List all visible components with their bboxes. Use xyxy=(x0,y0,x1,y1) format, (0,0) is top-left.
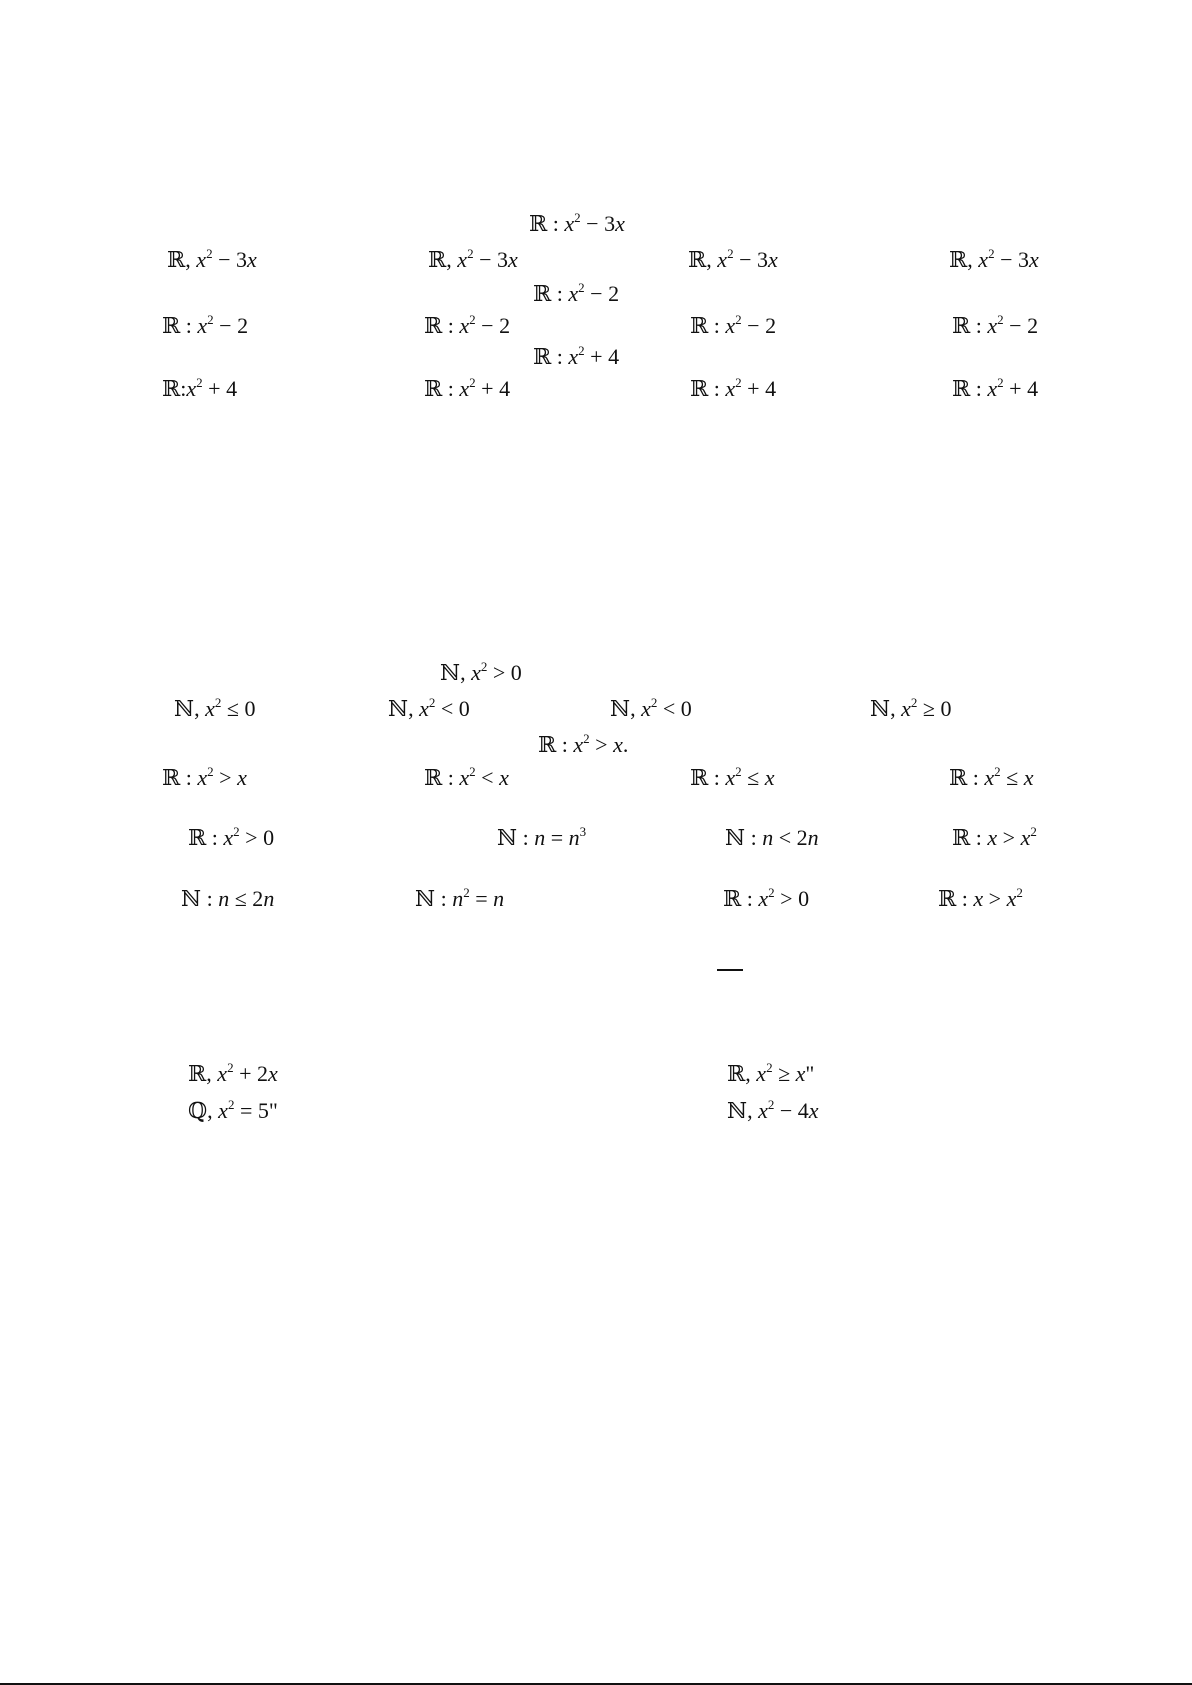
expr-s2-r3-c3: ℕ : n < 2n xyxy=(725,825,819,850)
expr-s1-r1-c1: ℝ, $x^2 - 3x$ xyxy=(167,246,257,272)
expr-s2-r2-c4: ℝ : $x^2 \le x$ xyxy=(949,764,1034,790)
expr-s1-r3-c2: ℝ : $x^2 + 4$ xyxy=(424,375,511,401)
expr-s2-r1-c2: ℕ, $x^2 < 0$ xyxy=(388,695,470,721)
expr-s3-right-2: ℕ, $x^2 - 4x$ xyxy=(727,1097,819,1123)
expr-s1-header-3: ℝ : $x^2 + 4$ xyxy=(533,343,620,369)
expr-s3-right-1: ℝ, $x^2 \ge x$" xyxy=(727,1060,815,1086)
expr-s1-r3-c4: ℝ : $x^2 + 4$ xyxy=(952,375,1039,401)
expr-s2-r4-c4: ℝ : $x > x^2$ xyxy=(938,885,1023,911)
expr-s1-header-2: ℝ : $x^2 - 2$ xyxy=(533,280,620,306)
expr-s2-r3-c4: ℝ : $x > x^2$ xyxy=(952,824,1037,850)
expr-s3-left-1: ℝ, $x^2 + 2x$ xyxy=(188,1060,278,1086)
expr-s1-r2-c2: ℝ : $x^2 - 2$ xyxy=(424,312,511,338)
expr-s2-r2-c3: ℝ : $x^2 \le x$ xyxy=(690,764,775,790)
expr-s3-left-2: ℚ, $x^2 = 5$" xyxy=(188,1097,278,1123)
expr-s1-r2-c3: ℝ : $x^2 - 2$ xyxy=(690,312,777,338)
expr-s1-r3-c1: $ℝ:x^2 + 4$ xyxy=(162,375,238,401)
expr-s2-r1-c3: ℕ, $x^2 < 0$ xyxy=(610,695,692,721)
expr-s1-r1-c3: ℝ, $x^2 - 3x$ xyxy=(688,246,778,272)
expr-s2-header-1: ℕ, $x^2 > 0$ xyxy=(440,659,522,685)
expr-s1-r1-c4: ℝ, $x^2 - 3x$ xyxy=(949,246,1039,272)
expr-s1-r3-c3: ℝ : $x^2 + 4$ xyxy=(690,375,777,401)
expr-s1-header-1: ℝ : $x^2 - 3x$ xyxy=(529,210,625,236)
expr-s1-r2-c1: ℝ : $x^2 - 2$ xyxy=(162,312,249,338)
expr-s2-r4-c3: ℝ : $x^2 > 0$ xyxy=(723,885,810,911)
expr-s2-r1-c1: ℕ, $x^2 \le 0$ xyxy=(174,695,256,721)
expr-s2-r3-c1: ℝ : $x^2 > 0$ xyxy=(188,824,275,850)
expr-s2-r2-c1: ℝ : $x^2 > x$ xyxy=(162,764,247,790)
expr-s1-r1-c2: ℝ, $x^2 - 3x$ xyxy=(428,246,518,272)
expr-s2-r4-c2: ℕ : $n^2 = n$ xyxy=(415,885,505,911)
expr-s2-r1-c4: ℕ, $x^2 \ge 0$ xyxy=(870,695,952,721)
expr-s2-r2-c2: ℝ : $x^2 < x$ xyxy=(424,764,509,790)
expr-s2-r3-c2: ℕ : $n = n^3$ xyxy=(497,824,587,850)
dash-rule xyxy=(717,969,743,971)
expr-s1-r2-c4: ℝ : $x^2 - 2$ xyxy=(952,312,1039,338)
expr-s2-header-2: ℝ : $x^2 > x$. xyxy=(538,731,629,757)
expr-s2-r4-c1: ℕ : n ≤ 2n xyxy=(181,886,275,911)
